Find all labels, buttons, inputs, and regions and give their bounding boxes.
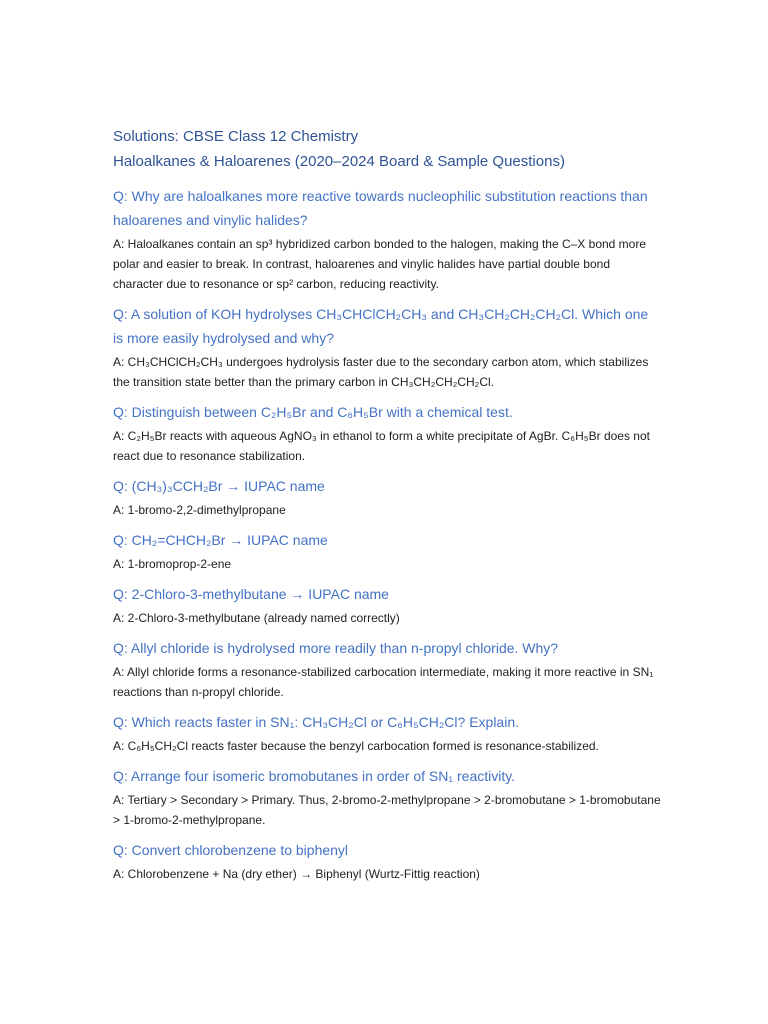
- question-text: Q: (CH₃)₃CCH₂Br → IUPAC name: [113, 478, 325, 494]
- document-title: Solutions: CBSE Class 12 Chemistry: [113, 128, 359, 145]
- qa-item-5: [113, 528, 661, 574]
- answer-text: A: Tertiary > Secondary > Primary. Thus, 2-bromo-2-methylpropane > 2-bromobutane > 1-bromobutane > 1-bromo-2-methylpropane.: [113, 793, 661, 827]
- qa-item-3: [113, 400, 661, 466]
- answer-text: A: C₆H₅CH₂Cl reacts faster because the benzyl carbocation formed is resonance-stabilized.: [113, 739, 599, 753]
- question-text: Q: A solution of KOH hydrolyses CH₃CHClCH₂CH₃ and CH₃CH₂CH₂CH₂Cl. Which one is more easily hydrolysed and why?: [113, 306, 649, 346]
- document-page: [113, 124, 661, 892]
- question-text: Q: CH₂=CHCH₂Br → IUPAC name: [113, 532, 328, 548]
- question-text: Q: Why are haloalkanes more reactive towards nucleophilic substitution reactions than haloarenes and vinylic halides?: [113, 188, 648, 228]
- answer-text: A: Chlorobenzene + Na (dry ether) → Biphenyl (Wurtz-Fittig reaction): [113, 867, 480, 881]
- answer-text: A: 1-bromo-2,2-dimethylpropane: [113, 503, 286, 517]
- qa-item-8: [113, 710, 661, 756]
- question-text: Q: Arrange four isomeric bromobutanes in order of SN₁ reactivity.: [113, 768, 516, 784]
- question-text: Q: Distinguish between C₂H₅Br and C₆H₅Br with a chemical test.: [113, 404, 513, 420]
- qa-item-4: [113, 474, 661, 520]
- qa-item-6: [113, 582, 661, 628]
- answer-text: A: 1-bromoprop-2-ene: [113, 557, 232, 571]
- answer-text: A: Haloalkanes contain an sp³ hybridized carbon bonded to the halogen, making the C–X bond more polar and easier to break. In contrast, haloarenes and vinylic halides have partial double bond character due to resonance or sp² carbon, reducing reactivity.: [113, 237, 647, 291]
- qa-item-7: [113, 636, 661, 702]
- document-subtitle: Haloalkanes & Haloarenes (2020–2024 Board & Sample Questions): [113, 153, 565, 170]
- qa-item-1: [113, 184, 661, 294]
- qa-item-2: [113, 302, 661, 392]
- answer-text: A: Allyl chloride forms a resonance-stabilized carbocation intermediate, making it more reactive in SN₁ reactions than n-propyl chloride.: [113, 665, 654, 699]
- question-text: Q: Convert chlorobenzene to biphenyl: [113, 842, 349, 858]
- qa-item-9: [113, 764, 661, 830]
- qa-item-10: [113, 838, 661, 884]
- question-text: Q: Which reacts faster in SN₁: CH₃CH₂Cl or C₆H₅CH₂Cl? Explain.: [113, 714, 519, 730]
- question-text: Q: 2-Chloro-3-methylbutane → IUPAC name: [113, 586, 389, 602]
- answer-text: A: C₂H₅Br reacts with aqueous AgNO₃ in ethanol to form a white precipitate of AgBr. C₆H₅Br does not react due to resonance stabilization.: [113, 429, 650, 463]
- answer-text: A: CH₃CHClCH₂CH₃ undergoes hydrolysis faster due to the secondary carbon atom, which stabilizes the transition state better than the primary carbon in CH₃CH₂CH₂CH₂Cl.: [113, 355, 649, 389]
- answer-text: A: 2-Chloro-3-methylbutane (already named correctly): [113, 611, 400, 625]
- question-text: Q: Allyl chloride is hydrolysed more readily than n-propyl chloride. Why?: [113, 640, 559, 656]
